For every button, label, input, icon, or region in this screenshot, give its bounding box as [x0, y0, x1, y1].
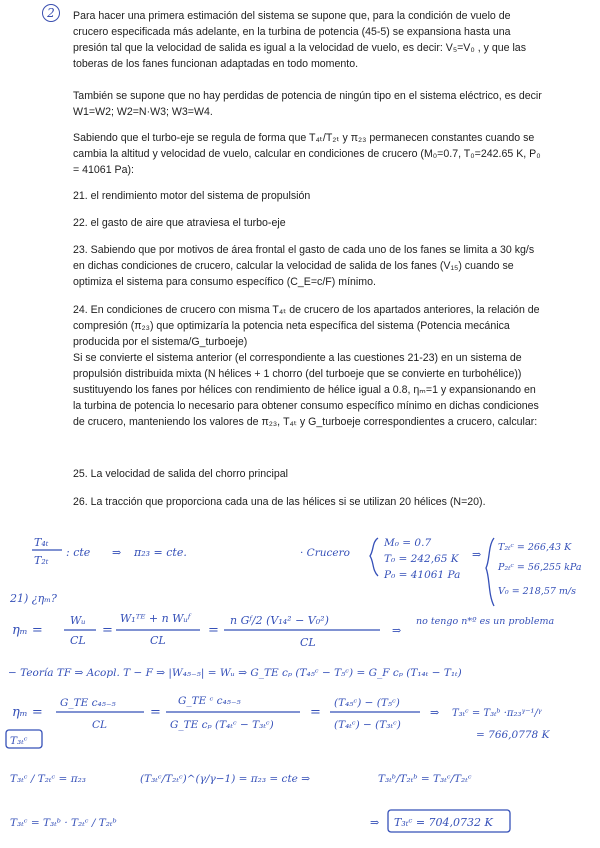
problem-number-badge: 2 [42, 4, 60, 22]
hw-frac-b-den: G_TE cₚ (T₄ₜᶜ − T₃ₜᶜ) [170, 719, 274, 731]
hw-eta: ηₘ = [12, 623, 43, 638]
svg-text:=: = [208, 623, 219, 638]
hw-ratio1: T₃ₜᶜ / T₂ₜᶜ = π₂₃ [10, 773, 87, 785]
hw-t2tc: T₂ₜᶜ = 266,43 K [498, 542, 572, 553]
hw-t3-equation: T₃ₜᶜ = T₃ₜᵇ · T₂ₜᶜ / T₂ₜᵇ [10, 817, 117, 829]
question-21: 21. el rendimiento motor del sistema de propulsión [73, 190, 311, 202]
hw-frac-a-num: G_TE c₄₅₋₅ [60, 697, 116, 709]
hw-pi23-cte: π₂₃ = cte. [134, 546, 187, 559]
hw-m0: M₀ = 0.7 [384, 537, 432, 549]
hw-t4t: T₄ₜ [34, 536, 49, 549]
hw-note: no tengo n*º es un problema [416, 616, 555, 627]
svg-text:⇒: ⇒ [430, 706, 440, 719]
question-25: 25. La velocidad de salida del chorro principal [73, 468, 288, 480]
hw-ratio2: (T₃ₜᶜ/T₂ₜᶜ)^(γ/γ−1) = π₂₃ = cte ⇒ [140, 773, 311, 785]
paragraph-text: Sabiendo que el turbo-eje se regula de forma que T₄ₜ/T₂ₜ y π₂₃ permanecen constantes cuando se cambia la altitud y velocidad de vuelo, calcular en condiciones de crucero (M₀=0.7, T₀=242.65 K, P₀ = 41061 Pa): [73, 132, 541, 176]
svg-text:⇒: ⇒ [392, 624, 402, 637]
paragraph-mixed-propulsion: Si se convierte el sistema anterior (el correspondiente a las cuestiones 21-23) en un sistema de propulsión distribuida mixta (N hélices + 1 chorro (del turboeje que se convierte en turbohélice)) sustituyendo los fanes por hélices con rendimiento de hélice igual a 0.8, ηₘ=1 y expansionando en la turbina de potencia lo necesario para obtener consumo específico mínimo en dichas condiciones de crucero, manteniendo los valores de π₂₃, T₄ₜ y G_turboeje correspondientes a crucero, calcular: [73, 352, 539, 428]
paragraph-intro [73, 8, 543, 72]
question-23: 23. Sabiendo que por motivos de área frontal el gasto de cada uno de los fanes se limita a 30 kg/s en dichas condiciones de crucero, calcular la velocidad de salida de los fanes (V₁₅) cuando se optimiza el sistema para consumo específico (C_E=c/F) mínimo. [73, 244, 535, 288]
hw-p0: P₀ = 41061 Pa [384, 569, 461, 581]
paragraph-conditions [73, 130, 543, 178]
hw-cte: : cte [66, 546, 91, 559]
hw-frac-a-den: CL [92, 719, 108, 731]
svg-text:=: = [102, 623, 113, 638]
paragraph-text: También se supone que no hay perdidas de potencia de ningún tipo en el sistema eléctrico, es decir W1=W2; W2=N·W3; W3=W4. [73, 90, 542, 118]
hw-crucero: · Crucero [300, 547, 350, 559]
svg-text:CL: CL [300, 636, 316, 649]
hw-val1: = 766,0778 K [476, 729, 550, 741]
hw-v0: V₀ = 218,57 m/s [498, 586, 577, 597]
paragraph-text: Para hacer una primera estimación del sistema se supone que, para la condición de vuelo de crucero especificada más adelante, en la turbina de potencia (45-5) se expansiona hasta una presión tal que la velocidad de salida es igual a la velocidad de vuelo, es decir: V₅=V₀ , y que las toberas de los fanes funcionan adaptadas en todo momento. [73, 10, 526, 70]
hw-eta2: ηₘ = [12, 705, 43, 720]
hw-ratio3: T₃ₜᵇ/T₂ₜᵇ = T₃ₜᶜ/T₂ₜᶜ [378, 773, 472, 785]
hw-frac-c-num: (T₄₅ᶜ) − (T₅ᶜ) [334, 697, 400, 709]
svg-text:⇒: ⇒ [370, 816, 380, 829]
hw-teoria: − Teoría TF ⇒ Acopl. T − F ⇒ |W₄₅₋₅| = Wᵤ ⇒ G_TE cₚ (T₄₅ᶜ − T₅ᶜ) = G_F cₚ (T₁₄ₜ − T₁ₜ) [8, 667, 462, 679]
hw-p2tc: P₂ₜᶜ = 56,255 kPa [498, 562, 582, 573]
hw-eq2-den: CL [150, 634, 166, 647]
hw-arrow: ⇒ [112, 546, 122, 559]
hw-t3-relation: T₃ₜᶜ = T₃ₜᵇ ·π₂₃ᵞ⁻¹/ᵞ [452, 708, 542, 719]
hw-frac-c-den: (T₄ₜᶜ) − (T₃ₜᶜ) [334, 719, 401, 731]
question-22: 22. el gasto de aire que atraviesa el turbo-eje [73, 217, 286, 229]
hw-t0: T₀ = 242,65 K [384, 553, 459, 565]
hw-final-result: T₃ₜᶜ = 704,0732 K [394, 816, 493, 829]
hw-t2t: T₂ₜ [34, 554, 49, 567]
hw-eta-den: CL [70, 634, 86, 647]
question-26: 26. La tracción que proporciona cada una de las hélices si se utilizan 20 hélices (N=20). [73, 496, 486, 508]
hw-eta-num: Wᵤ [70, 614, 86, 627]
hw-eq2-num: W₁ᵀᴱ + n Wᵤᶠ [120, 612, 191, 625]
hw-eq3: n Gᶠ/2 (V₁₄² − V₀²) [230, 614, 329, 627]
paragraph-losses [73, 88, 543, 120]
hw-t3c: T₃ₜᶜ [10, 735, 28, 747]
question-24: 24. En condiciones de crucero con misma T₄ₜ de crucero de los apartados anteriores, la relación de compresión (π₂₃) que optimizaría la potencia neta específica del sistema (Potencia mecánica producida por el sistema/G_turboeje) [73, 304, 540, 348]
hw-frac-b-num: G_TE ᶜ c₄₅₋₅ [178, 695, 241, 707]
handwritten-notes [0, 520, 600, 848]
svg-text:=: = [310, 705, 321, 720]
hw-arrow: ⇒ [472, 548, 482, 561]
svg-text:=: = [150, 705, 161, 720]
hw-q21-label: 21) ¿ηₘ? [10, 592, 57, 605]
